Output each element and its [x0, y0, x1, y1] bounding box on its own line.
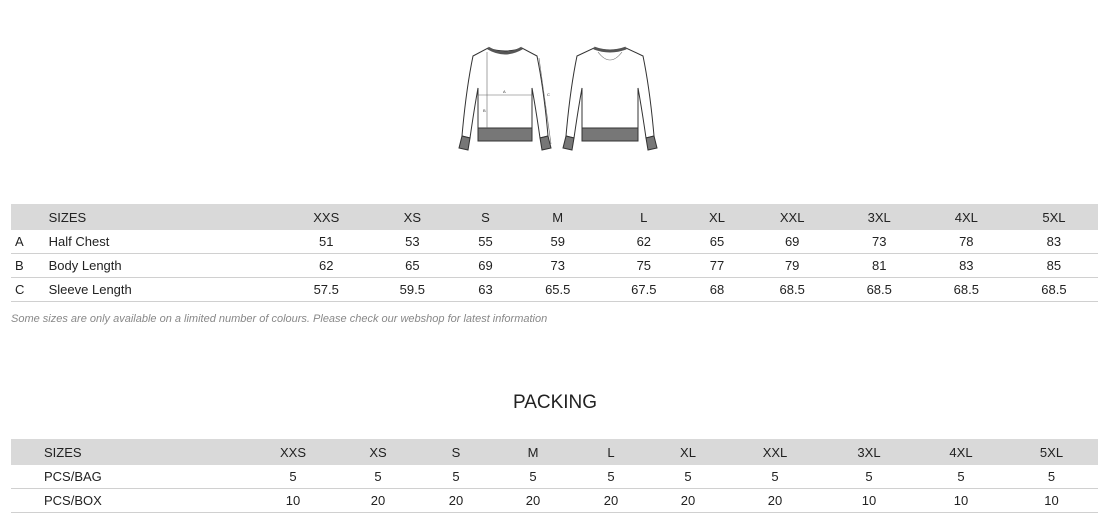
- header-size: 5XL: [1010, 204, 1098, 230]
- table-cell: 77: [685, 254, 748, 278]
- diagram-label-c: C: [547, 92, 550, 97]
- table-cell: 57.5: [286, 278, 367, 302]
- table-row: [11, 278, 1098, 302]
- table-cell: 5: [1005, 465, 1098, 489]
- row-label: PCS/BAG: [11, 465, 251, 489]
- table-cell: 59: [513, 230, 602, 254]
- table-cell: 68.5: [1010, 278, 1098, 302]
- table-cell: 20: [575, 489, 647, 513]
- table-cell: 79: [749, 254, 836, 278]
- size-chart-header-row: [11, 204, 1098, 230]
- sweatshirt-diagram: [440, 40, 670, 160]
- sweatshirt-front-view: [459, 48, 551, 150]
- table-cell: 78: [923, 230, 1010, 254]
- table-cell: 73: [836, 230, 923, 254]
- table-cell: 20: [491, 489, 575, 513]
- header-size: XL: [685, 204, 748, 230]
- header-sizes: SIZES: [49, 204, 286, 230]
- table-row: [11, 254, 1098, 278]
- packing-table: [11, 439, 1098, 513]
- table-row: [11, 230, 1098, 254]
- table-cell: 20: [729, 489, 821, 513]
- header-size: L: [575, 439, 647, 465]
- table-cell: 85: [1010, 254, 1098, 278]
- table-cell: 62: [286, 254, 367, 278]
- table-cell: 83: [923, 254, 1010, 278]
- table-cell: 68.5: [923, 278, 1010, 302]
- packing-title: PACKING: [512, 392, 598, 413]
- table-cell: 10: [821, 489, 917, 513]
- header-size: M: [513, 204, 602, 230]
- table-cell: 20: [421, 489, 491, 513]
- table-cell: 59.5: [367, 278, 458, 302]
- header-letter-cell: [11, 204, 49, 230]
- table-row: [11, 489, 1098, 513]
- table-cell: 68.5: [836, 278, 923, 302]
- diagram-label-a: A: [503, 89, 506, 94]
- table-cell: 69: [458, 254, 513, 278]
- header-size: M: [491, 439, 575, 465]
- sweatshirt-back-view: [563, 48, 657, 150]
- header-size: 3XL: [821, 439, 917, 465]
- table-cell: 73: [513, 254, 602, 278]
- header-size: 5XL: [1005, 439, 1098, 465]
- header-size: S: [458, 204, 513, 230]
- table-cell: 63: [458, 278, 513, 302]
- header-sizes: SIZES: [11, 439, 251, 465]
- table-cell: 68.5: [749, 278, 836, 302]
- table-cell: 20: [647, 489, 729, 513]
- header-size: XXL: [749, 204, 836, 230]
- table-cell: 5: [251, 465, 335, 489]
- table-cell: 68: [685, 278, 748, 302]
- table-cell: 83: [1010, 230, 1098, 254]
- header-size: 4XL: [923, 204, 1010, 230]
- table-cell: 65: [685, 230, 748, 254]
- header-size: S: [421, 439, 491, 465]
- header-size: 4XL: [917, 439, 1005, 465]
- header-size: 3XL: [836, 204, 923, 230]
- header-size: L: [602, 204, 685, 230]
- row-letter: C: [11, 278, 49, 302]
- table-cell: 5: [575, 465, 647, 489]
- diagram-label-b: B: [483, 108, 486, 113]
- table-cell: 5: [335, 465, 421, 489]
- table-cell: 10: [1005, 489, 1098, 513]
- header-size: XS: [367, 204, 458, 230]
- table-cell: 62: [602, 230, 685, 254]
- header-size: XXS: [251, 439, 335, 465]
- row-letter: A: [11, 230, 49, 254]
- table-cell: 55: [458, 230, 513, 254]
- packing-header-row: [11, 439, 1098, 465]
- table-row: [11, 465, 1098, 489]
- table-cell: 5: [729, 465, 821, 489]
- header-size: XXS: [286, 204, 367, 230]
- table-cell: 51: [286, 230, 367, 254]
- table-cell: 65: [367, 254, 458, 278]
- size-chart-table: [11, 204, 1098, 302]
- table-cell: 5: [821, 465, 917, 489]
- table-cell: 10: [251, 489, 335, 513]
- table-cell: 20: [335, 489, 421, 513]
- table-cell: 5: [421, 465, 491, 489]
- table-cell: 67.5: [602, 278, 685, 302]
- table-cell: 5: [647, 465, 729, 489]
- row-label: PCS/BOX: [11, 489, 251, 513]
- table-cell: 5: [917, 465, 1005, 489]
- header-size: XS: [335, 439, 421, 465]
- row-label: Body Length: [49, 254, 286, 278]
- table-cell: 5: [491, 465, 575, 489]
- table-cell: 81: [836, 254, 923, 278]
- table-cell: 65.5: [513, 278, 602, 302]
- table-cell: 53: [367, 230, 458, 254]
- table-cell: 69: [749, 230, 836, 254]
- availability-note: Some sizes are only available on a limited number of colours. Please check our webshop for latest information: [11, 313, 548, 325]
- row-label: Half Chest: [49, 230, 286, 254]
- table-cell: 10: [917, 489, 1005, 513]
- row-letter: B: [11, 254, 49, 278]
- header-size: XXL: [729, 439, 821, 465]
- header-size: XL: [647, 439, 729, 465]
- row-label: Sleeve Length: [49, 278, 286, 302]
- table-cell: 75: [602, 254, 685, 278]
